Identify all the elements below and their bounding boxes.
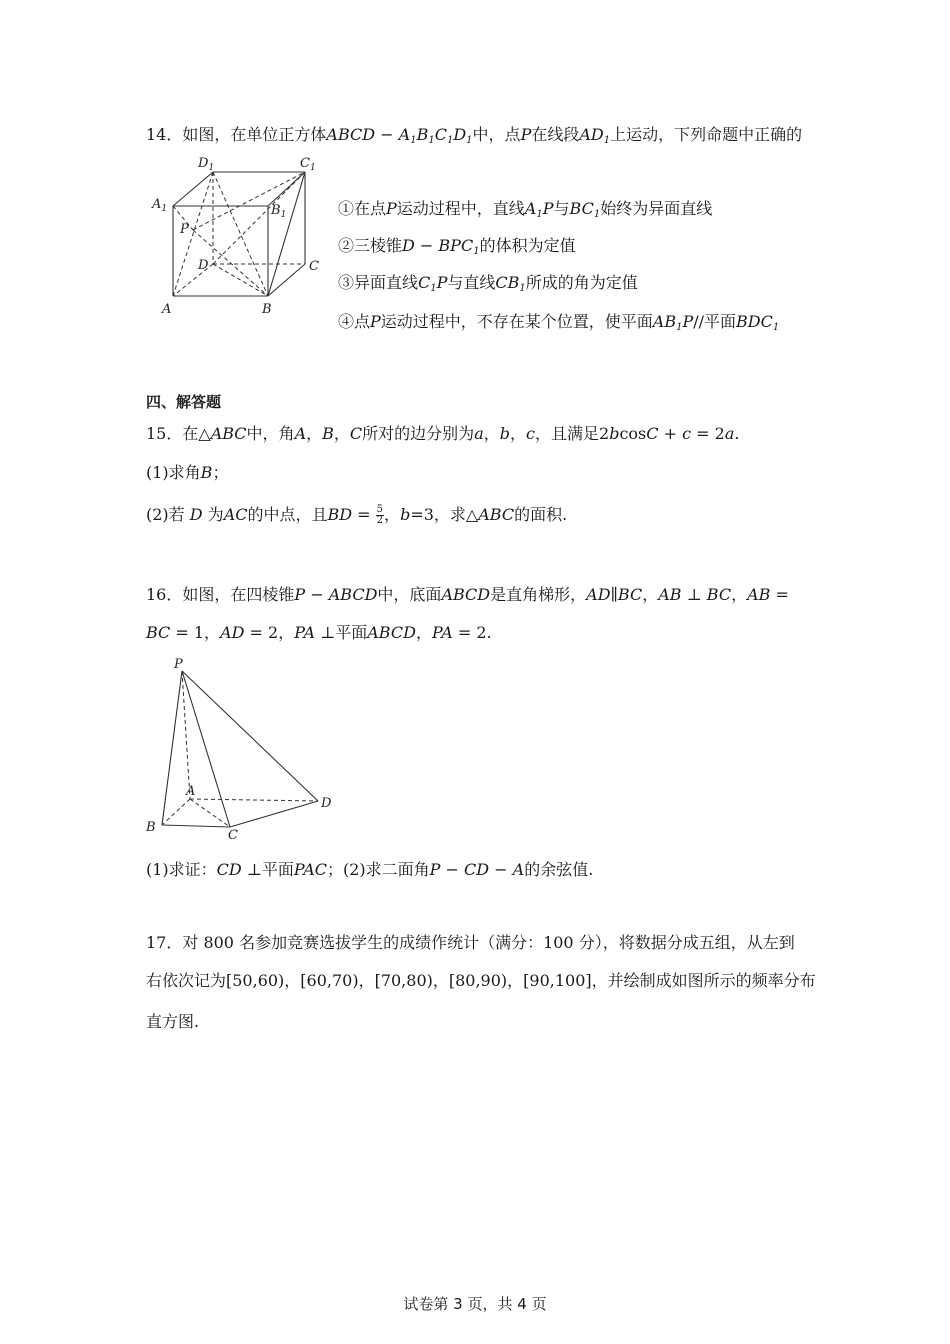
label-a1: $A_1$ — [152, 197, 168, 214]
label-a: A — [162, 302, 172, 317]
q17-line3: 直方图. — [146, 1012, 200, 1031]
page-footer: 试卷第 3 页，共 4 页 — [403, 1295, 547, 1313]
label-d: D — [198, 258, 209, 273]
label-p: P — [174, 657, 183, 672]
q14-option-4: ④点P运动过程中，不存在某个位置，使平面$AB_1P//$平面$BDC_1$ — [338, 312, 780, 333]
label-b: B — [262, 302, 272, 317]
q17-line2: 右依次记为[50,60)，[60,70)，[70,80)，[80,90)，[90,100]，并绘制成如图所示的频率分布 — [146, 971, 816, 990]
label-p: P — [180, 222, 189, 237]
q14-option-2: ②三棱锥$D - BPC_1$的体积为定值 — [338, 236, 576, 257]
q15-sub2: (2)若 D 为AC的中点，且BD = $\frac{5}{2}$ ，b=3，求△ABC的面积. — [146, 504, 568, 526]
q16-stem-line1: 16．如图，在四棱锥P − ABCD中，底面ABCD是直角梯形，AD∥BC，AB ⊥ BC，AB = — [146, 585, 789, 604]
q14-stem: 14．如图，在单位正方体ABCD − $A_1B_1C_1D_1$中，点P在线段$AD_1$上运动，下列命题中正确的 — [146, 125, 803, 146]
fraction-5-2: $\frac{5}{2}$ — [376, 504, 384, 526]
label-c: C — [309, 259, 319, 274]
label-c: C — [228, 828, 238, 843]
label-a: A — [186, 784, 196, 799]
q16-subquestions: (1)求证：CD ⊥平面PAC；(2)求二面角P − CD − A的余弦值. — [146, 860, 594, 879]
q17-line1: 17．对 800 名参加竞赛选拔学生的成绩作统计（满分：100 分），将数据分成五组，从左到 — [146, 933, 795, 952]
pyramid-figure — [144, 655, 344, 845]
q16-stem-line2: BC = 1，AD = 2，PA ⊥平面ABCD，PA = 2. — [146, 623, 492, 642]
section-heading: 四、解答题 — [146, 393, 222, 411]
q15-sub1: (1)求角B； — [146, 463, 229, 482]
q14-option-3: ③异面直线$C_1P$与直线$CB_1$所成的角为定值 — [338, 273, 638, 294]
label-d1: $D_1$ — [198, 156, 215, 173]
label-b1: $B_1$ — [271, 203, 287, 220]
label-d: D — [321, 796, 332, 811]
label-b: B — [146, 820, 156, 835]
label-c1: $C_1$ — [300, 156, 316, 173]
cube-figure — [148, 150, 328, 320]
q14-option-1: ①在点P运动过程中，直线$A_1P$与$BC_1$始终为异面直线 — [338, 199, 713, 220]
q15-stem: 15．在△ABC中，角A，B，C所对的边分别为a，b，c，且满足2bcosC + c = 2a. — [146, 424, 740, 443]
